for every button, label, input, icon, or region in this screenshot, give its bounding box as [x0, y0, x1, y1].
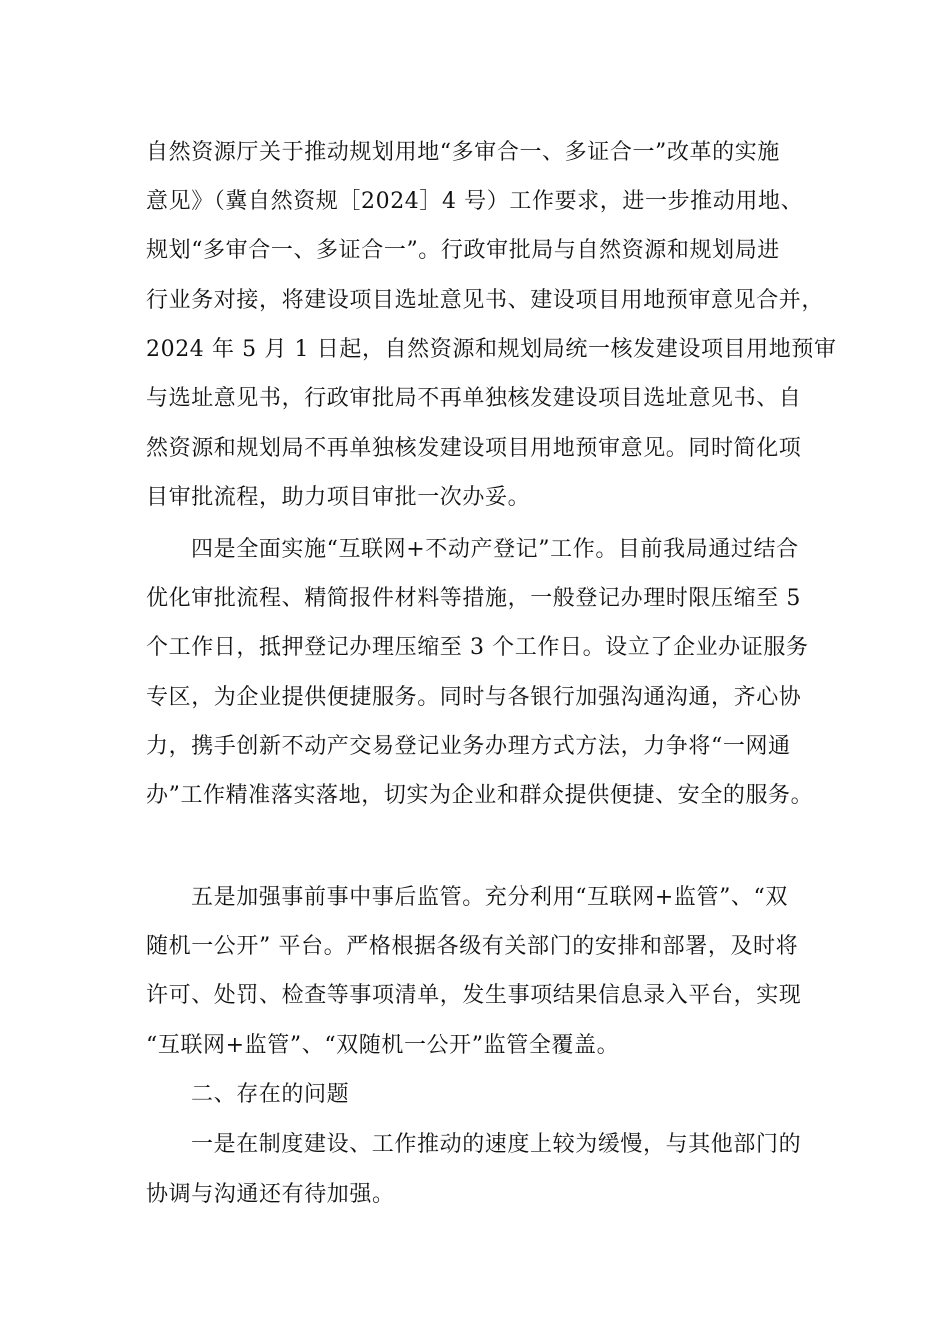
text-line: 意见》（冀自然资规［2024］4 号）工作要求，进一步推动用地、: [146, 189, 804, 214]
text-line: 许可、处罚、检查等事项清单，发生事项结果信息录入平台，实现: [146, 983, 802, 1008]
paragraph-first-line: 一是在制度建设、工作推动的速度上较为缓慢，与其他部门的: [191, 1132, 802, 1157]
paragraph-first-line: 五是加强事前事中事后监管。充分利用“互联网+监管”、“双: [191, 885, 788, 910]
text-line: “互联网+监管”、“双随机一公开”监管全覆盖。: [146, 1033, 620, 1058]
text-line: 自然资源厅关于推动规划用地“多审合一、多证合一”改革的实施: [146, 140, 780, 165]
section-heading: 二、存在的问题: [191, 1082, 350, 1107]
text-line: 优化审批流程、精简报件材料等措施，一般登记办理时限压缩至 5: [146, 586, 801, 611]
text-line: 目审批流程，助力项目审批一次办妥。: [146, 485, 531, 510]
text-line: 随机一公开” 平台。严格根据各级有关部门的安排和部署，及时将: [146, 934, 799, 959]
text-line: 行业务对接，将建设项目选址意见书、建设项目用地预审意见合并，: [146, 288, 825, 313]
text-line: 与选址意见书，行政审批局不再单独核发建设项目选址意见书、自: [146, 386, 802, 411]
text-line: 协调与沟通还有待加强。: [146, 1182, 395, 1207]
text-line: 2024 年 5 月 1 日起，自然资源和规划局统一核发建设项目用地预审: [146, 337, 837, 362]
text-line: 规划“多审合一、多证合一”。行政审批局与自然资源和规划局进: [146, 238, 780, 263]
text-line: 力，携手创新不动产交易登记业务办理方式方法，力争将“一网通: [146, 734, 791, 759]
text-line: 办”工作精准落实落地，切实为企业和群众提供便捷、安全的服务。: [146, 783, 814, 808]
text-line: 然资源和规划局不再单独核发建设项目用地预审意见。同时简化项: [146, 436, 802, 461]
text-line: 个工作日，抵押登记办理压缩至 3 个工作日。设立了企业办证服务: [146, 635, 809, 660]
paragraph-first-line: 四是全面实施“互联网+不动产登记”工作。目前我局通过结合: [191, 537, 799, 562]
text-line: 专区，为企业提供便捷服务。同时与各银行加强沟通沟通，齐心协: [146, 685, 802, 710]
